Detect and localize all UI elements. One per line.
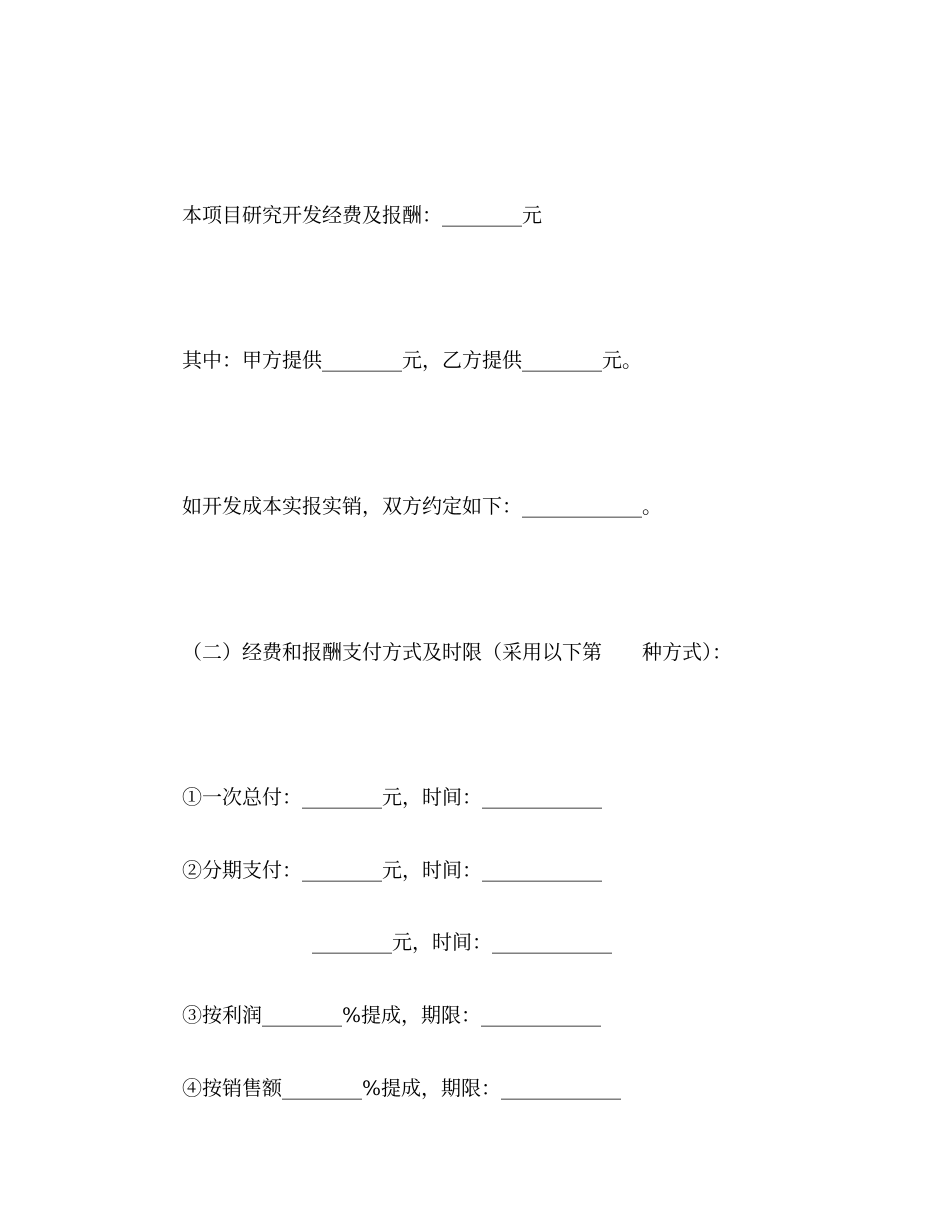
sales-commission-line: ④按销售额________%提成，期限：____________ [182, 1076, 622, 1100]
funding-split-line: 其中：甲方提供________元，乙方提供________元。 [182, 348, 642, 372]
lump-sum-payment-line: ①一次总付：________元，时间：____________ [182, 785, 602, 809]
profit-commission-line: ③按利润________%提成，期限：____________ [182, 1003, 602, 1027]
installment-payment-line: ②分期支付：________元，时间：____________ [182, 858, 602, 882]
installment-payment-line-continued: ________元，时间：____________ [312, 930, 612, 954]
research-funding-line: 本项目研究开发经费及报酬：________元 [182, 203, 542, 227]
payment-method-heading: （二）经费和报酬支付方式及时限（采用以下第 种方式）： [182, 640, 732, 664]
cost-reimbursement-line: 如开发成本实报实销，双方约定如下：____________。 [182, 494, 662, 518]
